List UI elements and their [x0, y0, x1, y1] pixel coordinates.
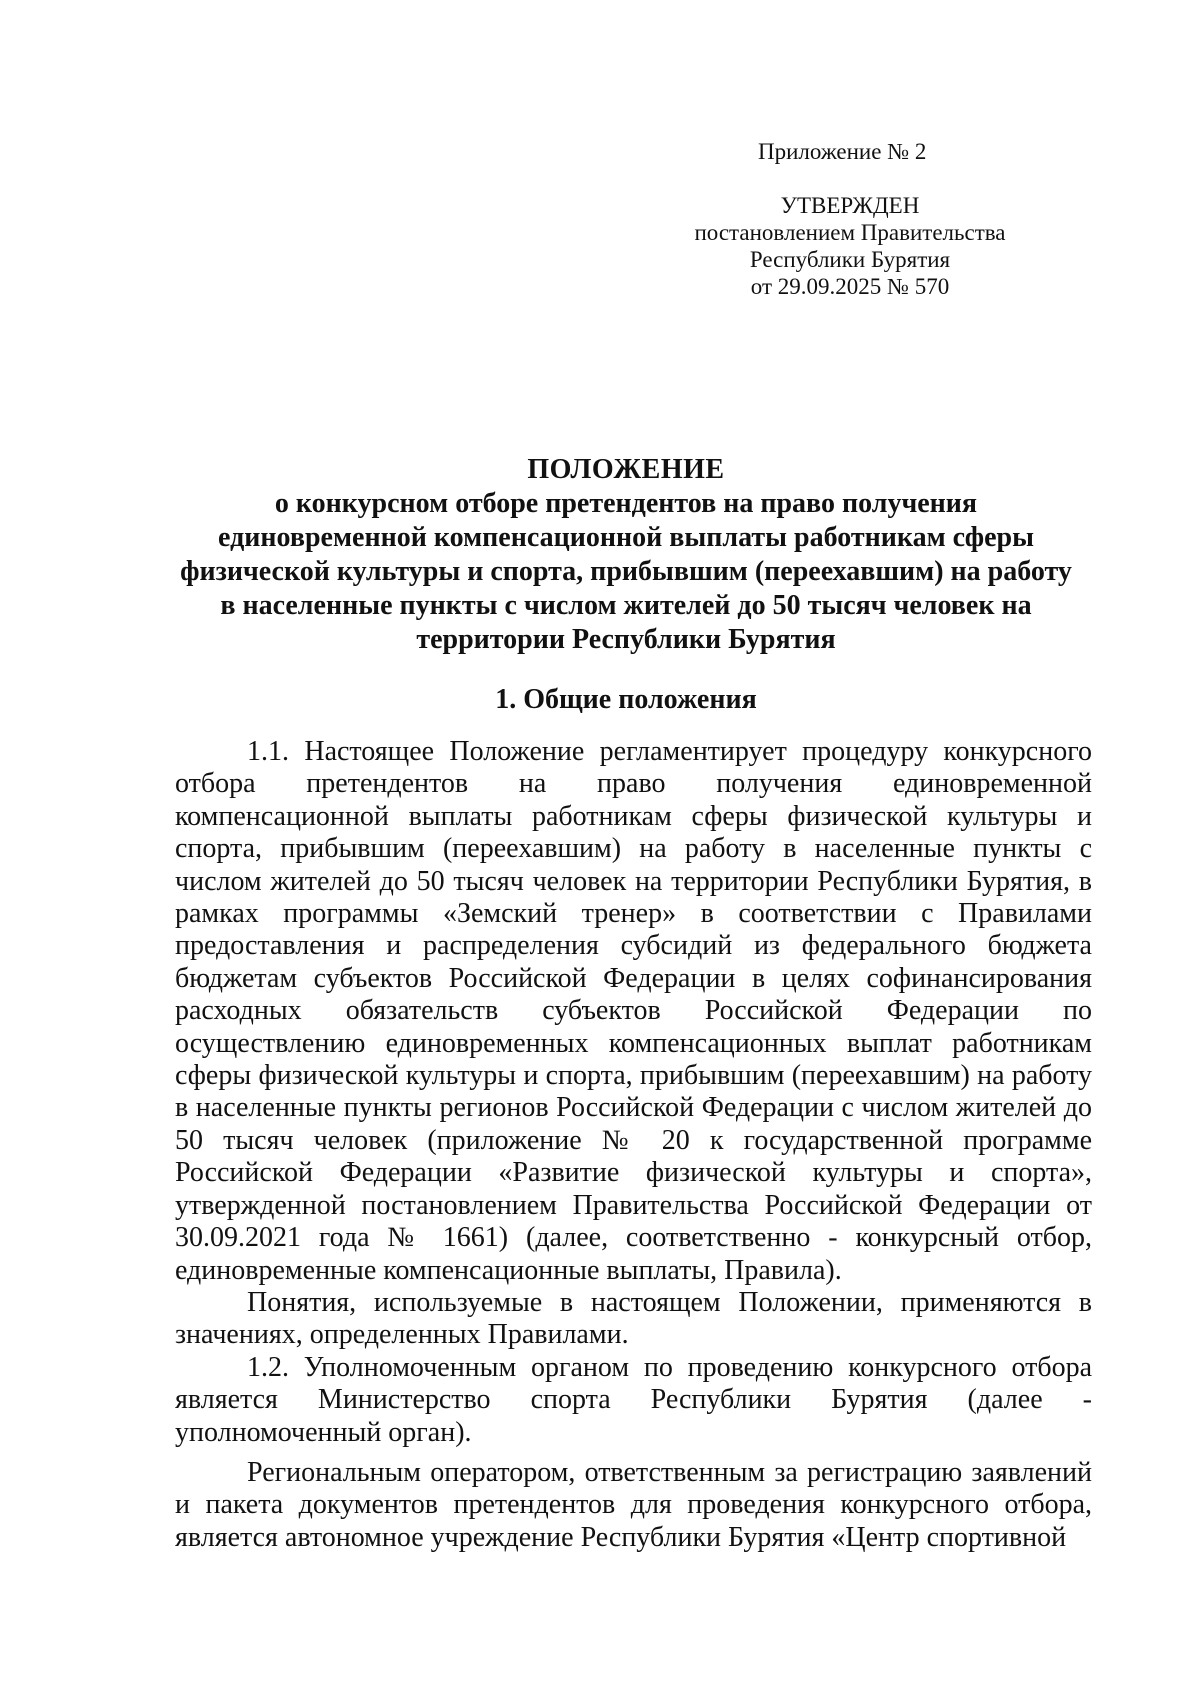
paragraph-1-1: 1.1. Настоящее Положение регламентирует процедуру конкурсного отбора претендентов на право получения единовременной компенсационной выплаты работникам сферы физической культуры и спорта, прибывшим (переехавшим) на работу в населенные пункты с числом жителей до 50 тысяч человек на территории Республики Бурятия, в рамках программы «Земский тренер» в соответствии с Правилами предоставления и распределения субсидий из федерального бюджета бюджетам субъектов Российской Федерации в целях софинансирования расходных обязательств субъектов Российской Федерации по осуществлению единовременных компенсационных выплат работникам сферы физической культуры и спорта, прибывшим (переехавшим) на работу в населенные пункты регионов Российской Федерации с числом жителей до 50 тысяч человек (приложение № 20 к государственной программе Российской Федерации «Развитие физической культуры и спорта», утвержденной постановлением Правительства Российской Федерации от 30.09.2021 года № 1661) (далее, соответственно - конкурсный отбор, единовременные компенсационные выплаты, Правила).	[175, 736, 1092, 1286]
approval-stamp-text	[670, 192, 1030, 300]
document-title: ПОЛОЖЕНИЕ	[527, 454, 725, 485]
document-subtitle-line: физической культуры и спорта, прибывшим (переехавшим) на работу	[180, 556, 1072, 587]
paragraph-1-2: 1.2. Уполномоченным органом по проведению конкурсного отбора является Министерство спорта Республики Бурятия (далее - уполномоченный орган).	[175, 1351, 1092, 1448]
document-title-block	[160, 453, 1092, 657]
paragraph-definitions: Понятия, используемые в настоящем Положении, применяются в значениях, определенных Правилами.	[175, 1286, 1092, 1351]
document-subtitle-line: в населенные пункты с числом жителей до 50 тысяч человек на	[220, 590, 1032, 621]
document-subtitle-line: единовременной компенсационной выплаты работникам сферы	[218, 522, 1034, 553]
section-heading: 1. Общие положения	[495, 684, 757, 715]
document-subtitle-line: о конкурсном отборе претендентов на право получения	[274, 488, 978, 519]
annex-header	[670, 138, 1030, 300]
approval-line: УТВЕРЖДЕН	[780, 193, 920, 218]
approval-line: от 29.09.2025 № 570	[750, 274, 950, 299]
approval-line: Республики Бурятия	[749, 247, 951, 272]
document-subtitle-line: территории Республики Бурятия	[416, 624, 836, 655]
annex-number: Приложение № 2	[758, 139, 927, 164]
section-body	[175, 736, 1092, 1554]
approval-line: постановлением Правительства	[694, 220, 1006, 245]
paragraph-regional-operator: Региональным оператором, ответственным за регистрацию заявлений и пакета документов претендентов для проведения конкурсного отбора, является автономное учреждение Республики Бурятия «Центр спортивной	[175, 1456, 1092, 1553]
